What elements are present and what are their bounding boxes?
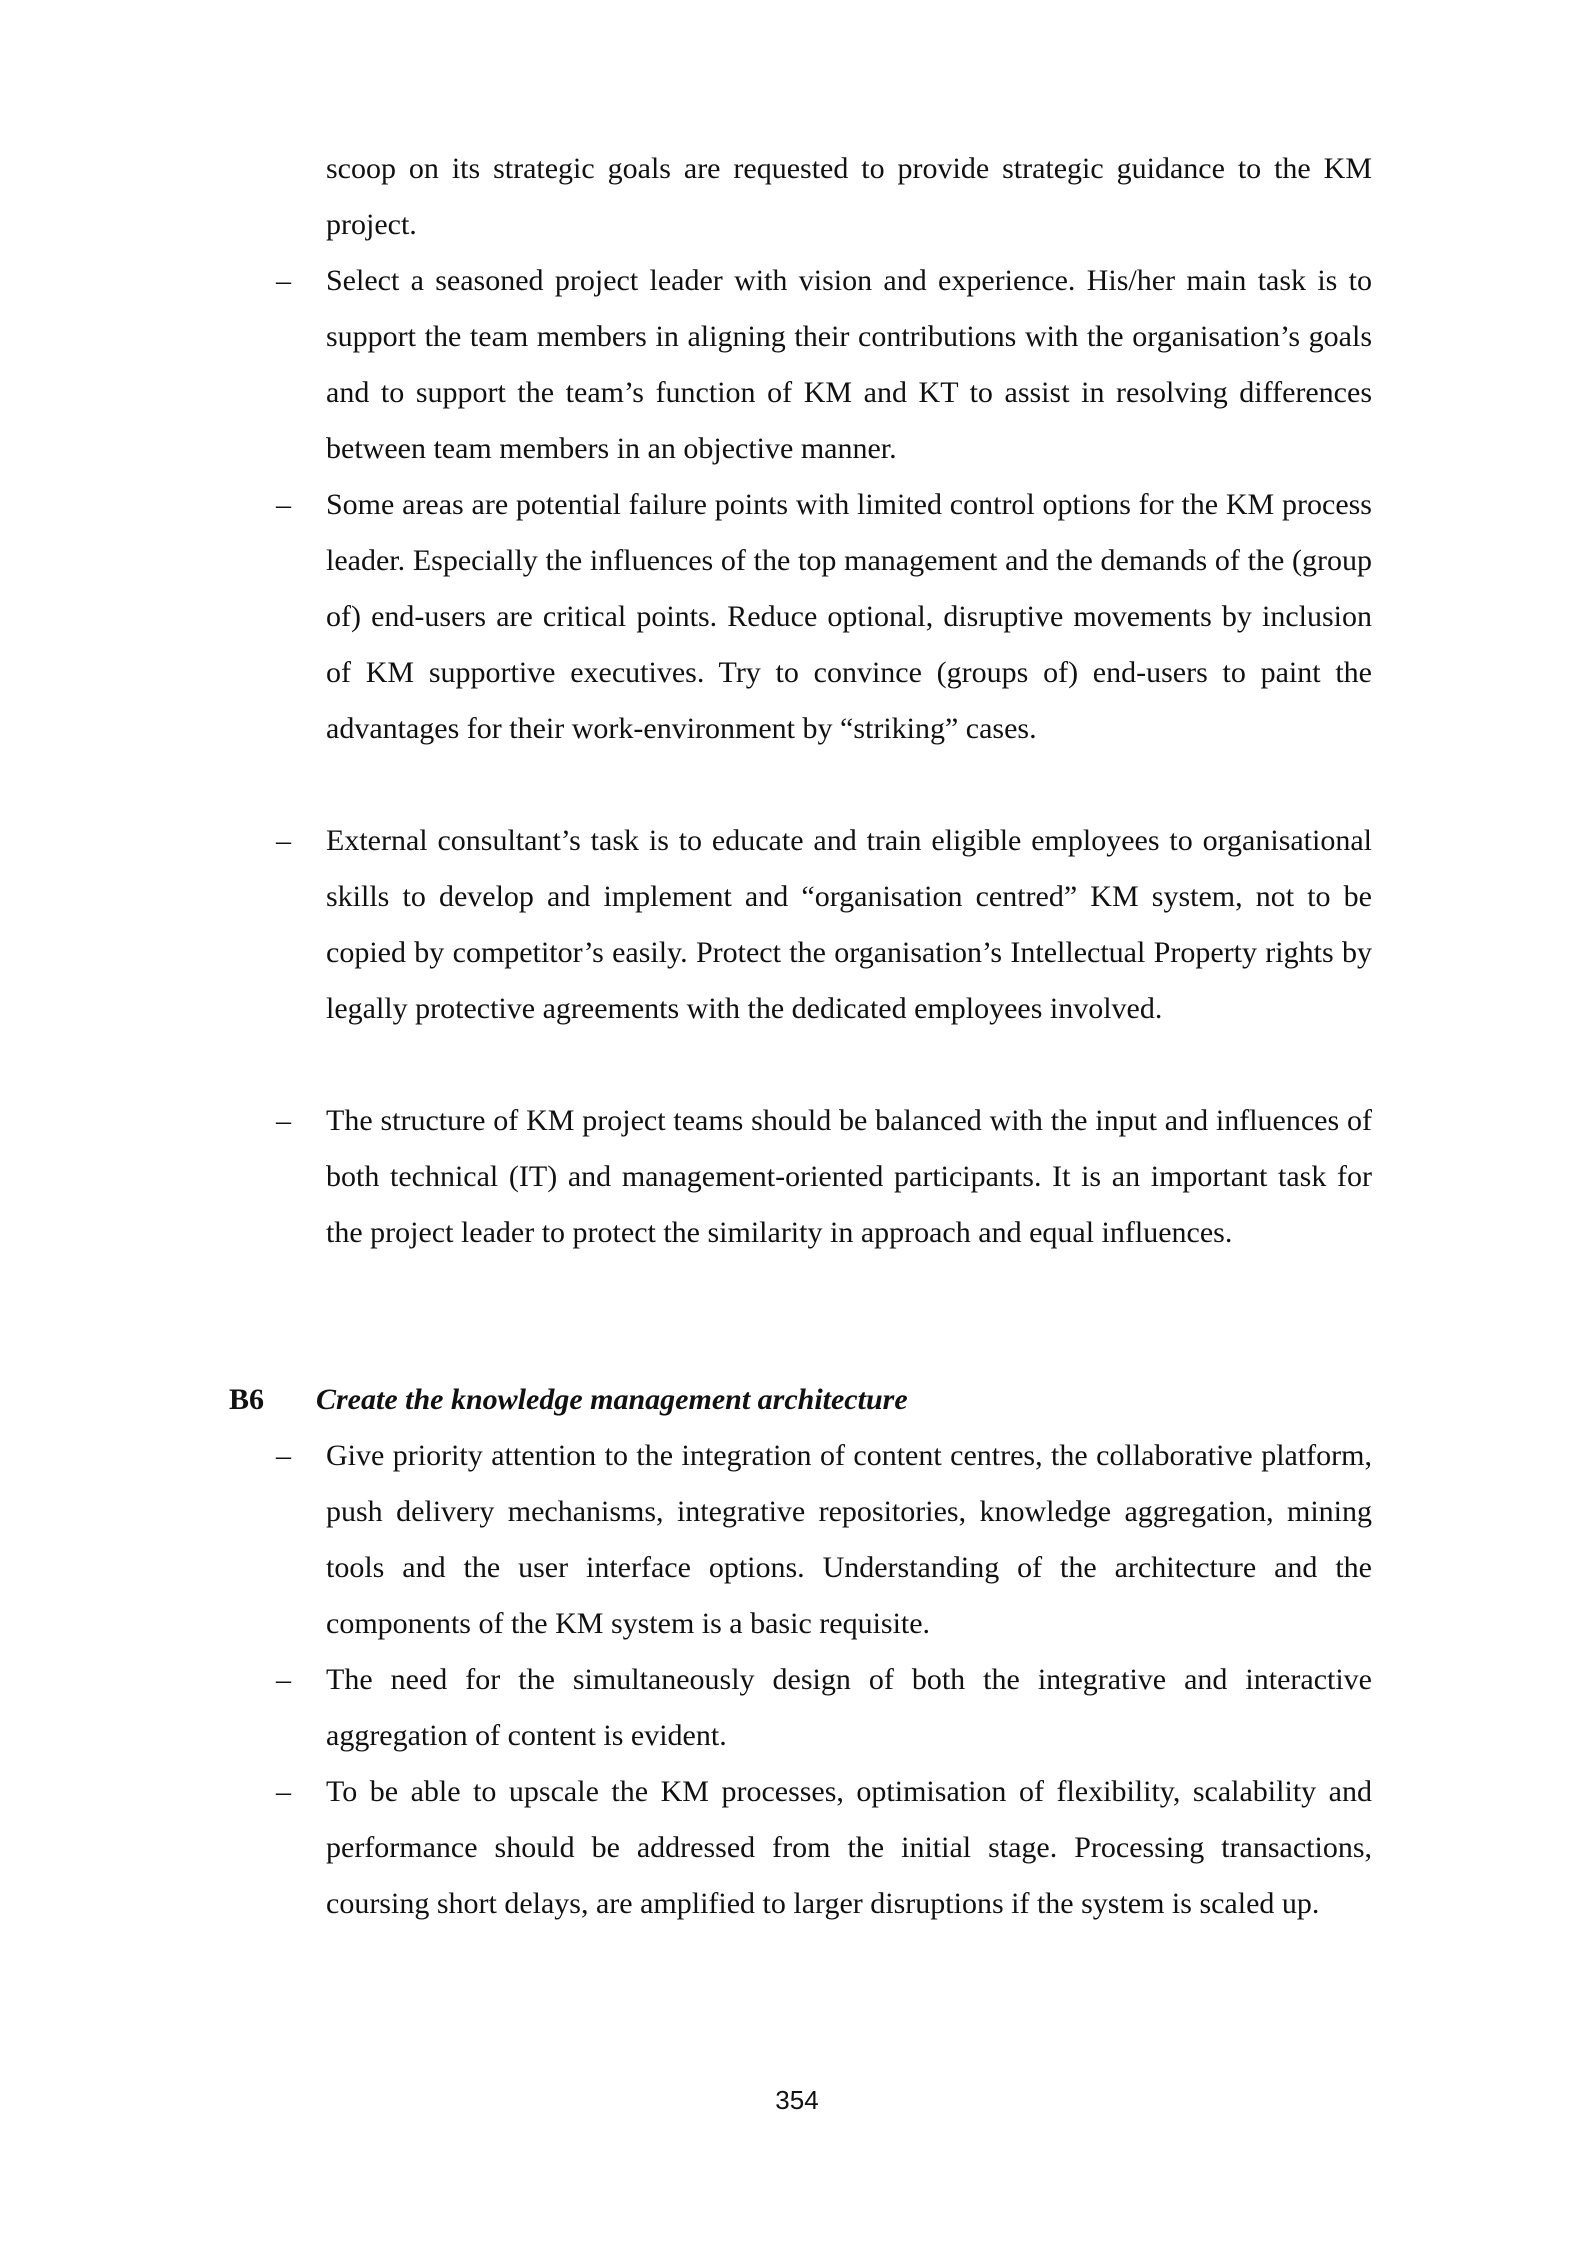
dash-bullet: – xyxy=(276,264,291,297)
dash-bullet: – xyxy=(276,1775,291,1808)
section-heading xyxy=(229,1372,1372,1428)
bullet-item-external-consultant xyxy=(276,813,1372,1037)
bullet-text: Some areas are potential failure points with limited control options for the KM process leader. Especially the influences of the top management and the demands of the (group of) end-users are critical points. Reduce optional, disruptive movements by inclusion of KM supportive executives. Try to convince (groups of) end-users to paint the advantages for their work-environment by “striking” cases. xyxy=(326,488,1372,745)
bullet-item-project-leader xyxy=(276,253,1372,477)
bullet-text: The need for the simultaneously design of both the integrative and interactive aggregation of content is evident. xyxy=(326,1663,1372,1752)
bullet-item-upscaling xyxy=(276,1764,1372,1932)
bullet-text: Select a seasoned project leader with vision and experience. His/her main task is to support the team members in aligning their contributions with the organisation’s goals and to support the team’s function of KM and KT to assist in resolving differences between team members in an objective manner. xyxy=(326,264,1372,465)
bullet-text: External consultant’s task is to educate and train eligible employees to organisational skills to develop and implement and “organisation centred” KM system, not to be copied by competitor’s easily. Protect the organisation’s Intellectual Property rights by legally protective agreements with the dedicated employees involved. xyxy=(326,824,1372,1025)
bullet-text: The structure of KM project teams should be balanced with the input and influences of both technical (IT) and management-oriented participants. It is an important task for the project leader to protect the similarity in approach and equal influences. xyxy=(326,1104,1372,1249)
dash-bullet: – xyxy=(276,1439,291,1472)
bullet-text: To be able to upscale the KM processes, optimisation of flexibility, scalability and performance should be addressed from the initial stage. Processing transactions, coursing short delays, are amplified to larger disruptions if the system is scaled up. xyxy=(326,1775,1372,1920)
page-number: 354 xyxy=(775,2085,819,2115)
dash-bullet: – xyxy=(276,1663,291,1696)
bullet-text: Give priority attention to the integration of content centres, the collaborative platform, push delivery mechanisms, integrative repositories, knowledge aggregation, mining tools and the user interface options. Understanding of the architecture and the components of the KM system is a basic requisite. xyxy=(326,1439,1372,1640)
bullet-item-simultaneous-design xyxy=(276,1652,1372,1764)
bullet-item-failure-points xyxy=(276,477,1372,757)
bullet-item-team-structure xyxy=(276,1093,1372,1261)
continuation-paragraph: scoop on its strategic goals are requested to provide strategic guidance to the KM project. xyxy=(326,152,1372,241)
dash-bullet: – xyxy=(276,488,291,521)
section-title: Create the knowledge management architecture xyxy=(316,1383,908,1416)
dash-bullet: – xyxy=(276,824,291,857)
bullet-item-integration-priority xyxy=(276,1428,1372,1652)
section-number: B6 xyxy=(229,1383,265,1416)
dash-bullet: – xyxy=(276,1104,291,1137)
